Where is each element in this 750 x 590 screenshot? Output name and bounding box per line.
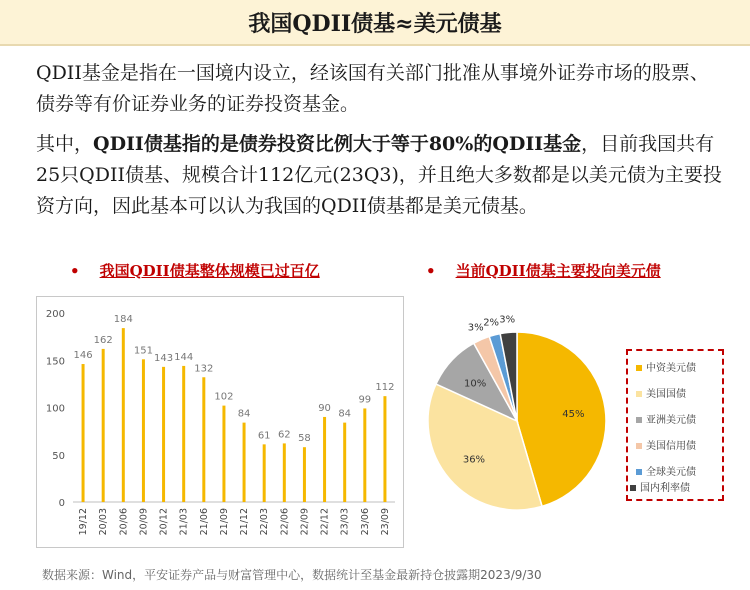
bar-data-label: 143 bbox=[154, 352, 174, 364]
paragraph-detail-bold: QDII债基指的是债券投资比例大于等于80%的QDII基金 bbox=[93, 133, 582, 155]
paragraph-detail-rest: ，目前我国共有25只QDII债基、规模合计112亿元(23Q3)，并且绝大多数都是以美元债为主要投资方向，因此基本可以认为我国的QDII债基都是美元债基。 bbox=[36, 133, 722, 217]
bar-data-label: 61 bbox=[257, 430, 271, 442]
x-tick-label: 22/06 bbox=[279, 508, 291, 536]
bar-data-label: 84 bbox=[237, 408, 251, 420]
legend-item bbox=[636, 411, 696, 426]
x-tick-label: 20/12 bbox=[158, 508, 170, 536]
bar-data-label: 144 bbox=[174, 351, 194, 363]
legend-label: 亚洲美元债 bbox=[646, 415, 696, 426]
pie-data-label: 36% bbox=[462, 454, 486, 466]
bar-chart-frame bbox=[36, 296, 404, 548]
bar bbox=[202, 377, 205, 502]
x-tick-label: 21/03 bbox=[178, 508, 190, 536]
x-tick-label: 21/12 bbox=[239, 508, 251, 536]
bar bbox=[102, 349, 105, 502]
bar-data-label: 62 bbox=[277, 429, 291, 441]
y-tick-label: 100 bbox=[45, 403, 65, 415]
x-tick-label: 21/06 bbox=[198, 508, 210, 536]
bar-data-label: 162 bbox=[93, 334, 113, 346]
paragraph-detail-prefix: 其中， bbox=[36, 133, 94, 155]
page-title: 我国QDII债基≈美元债基 bbox=[248, 11, 502, 37]
section-heading-scale bbox=[70, 260, 320, 281]
bar bbox=[182, 366, 185, 502]
bar-data-label: 146 bbox=[73, 350, 93, 362]
bar bbox=[343, 423, 346, 502]
pie-data-label: 45% bbox=[562, 408, 585, 420]
legend-item bbox=[636, 359, 696, 374]
y-tick-label: 0 bbox=[58, 498, 65, 509]
legend-swatch bbox=[630, 485, 636, 491]
y-tick-label: 200 bbox=[45, 309, 65, 320]
legend-item bbox=[630, 479, 690, 494]
y-tick-label: 150 bbox=[45, 356, 65, 368]
x-tick-label: 21/09 bbox=[218, 508, 230, 536]
legend-swatch bbox=[636, 443, 642, 449]
x-tick-label: 20/09 bbox=[138, 508, 150, 536]
x-tick-label: 22/03 bbox=[259, 508, 271, 536]
x-tick-label: 23/06 bbox=[359, 508, 371, 536]
pie-data-label: 3% bbox=[499, 314, 516, 326]
y-tick-label: 50 bbox=[52, 450, 65, 462]
bar bbox=[243, 423, 246, 502]
paragraph-definition: QDII基金是指在一国境内设立，经该国有关部门批准从事境外证券市场的股票、债券等有价证券业务的证券投资基金。 bbox=[36, 62, 709, 115]
pie-data-label: 3% bbox=[467, 322, 484, 334]
x-tick-label: 22/09 bbox=[299, 508, 311, 536]
legend-item bbox=[636, 437, 696, 452]
legend-label: 国内利率债 bbox=[640, 483, 690, 494]
bar-data-label: 184 bbox=[113, 314, 133, 326]
pie-data-label: 10% bbox=[464, 378, 487, 390]
section-heading-allocation-text: 当前QDII债基主要投向美元债 bbox=[455, 262, 661, 280]
bar-chart bbox=[37, 297, 403, 547]
x-tick-label: 20/06 bbox=[118, 508, 130, 536]
bullet: • bbox=[426, 262, 436, 280]
bar-data-label: 151 bbox=[133, 345, 153, 357]
legend-label: 中资美元债 bbox=[646, 363, 696, 374]
legend-item bbox=[636, 463, 696, 478]
legend-item bbox=[636, 385, 686, 400]
section-heading-allocation bbox=[426, 260, 661, 281]
bar-data-label: 99 bbox=[358, 394, 372, 406]
legend-label: 全球美元债 bbox=[646, 467, 696, 478]
bar bbox=[82, 364, 85, 502]
legend-swatch bbox=[636, 391, 642, 397]
title-bar bbox=[0, 0, 750, 46]
source-note: 数据来源：Wind，平安证券产品与财富管理中心，数据统计至基金最新持仓披露期2023/9/30 bbox=[42, 568, 542, 582]
bar-data-label: 90 bbox=[318, 402, 331, 414]
bar bbox=[303, 447, 306, 502]
bar-data-label: 58 bbox=[298, 433, 311, 445]
legend-swatch bbox=[636, 417, 642, 423]
bar bbox=[222, 406, 225, 502]
x-tick-label: 22/12 bbox=[319, 508, 331, 536]
bar bbox=[263, 444, 266, 502]
bar-data-label: 132 bbox=[194, 363, 214, 375]
bullet: • bbox=[70, 262, 80, 280]
pie-data-label: 2% bbox=[483, 317, 500, 329]
x-tick-label: 23/09 bbox=[379, 508, 391, 536]
bar bbox=[162, 367, 165, 502]
bar bbox=[363, 408, 366, 502]
bar bbox=[383, 396, 386, 502]
legend-swatch bbox=[636, 365, 642, 371]
x-tick-label: 20/03 bbox=[98, 508, 110, 536]
bar bbox=[142, 359, 145, 502]
bar bbox=[283, 443, 286, 502]
section-heading-scale-text: 我国QDII债基整体规模已过百亿 bbox=[99, 262, 320, 280]
legend-swatch bbox=[636, 469, 642, 475]
bar bbox=[323, 417, 326, 502]
bar-data-label: 84 bbox=[338, 408, 352, 420]
bar-data-label: 112 bbox=[375, 382, 395, 394]
bar bbox=[122, 328, 125, 502]
legend-label: 美国国债 bbox=[646, 389, 686, 400]
legend-label: 美国信用债 bbox=[646, 441, 696, 452]
x-tick-label: 23/03 bbox=[339, 508, 351, 536]
bar-data-label: 102 bbox=[214, 391, 234, 403]
x-tick-label: 19/12 bbox=[78, 508, 90, 536]
paragraph-detail bbox=[36, 129, 726, 222]
